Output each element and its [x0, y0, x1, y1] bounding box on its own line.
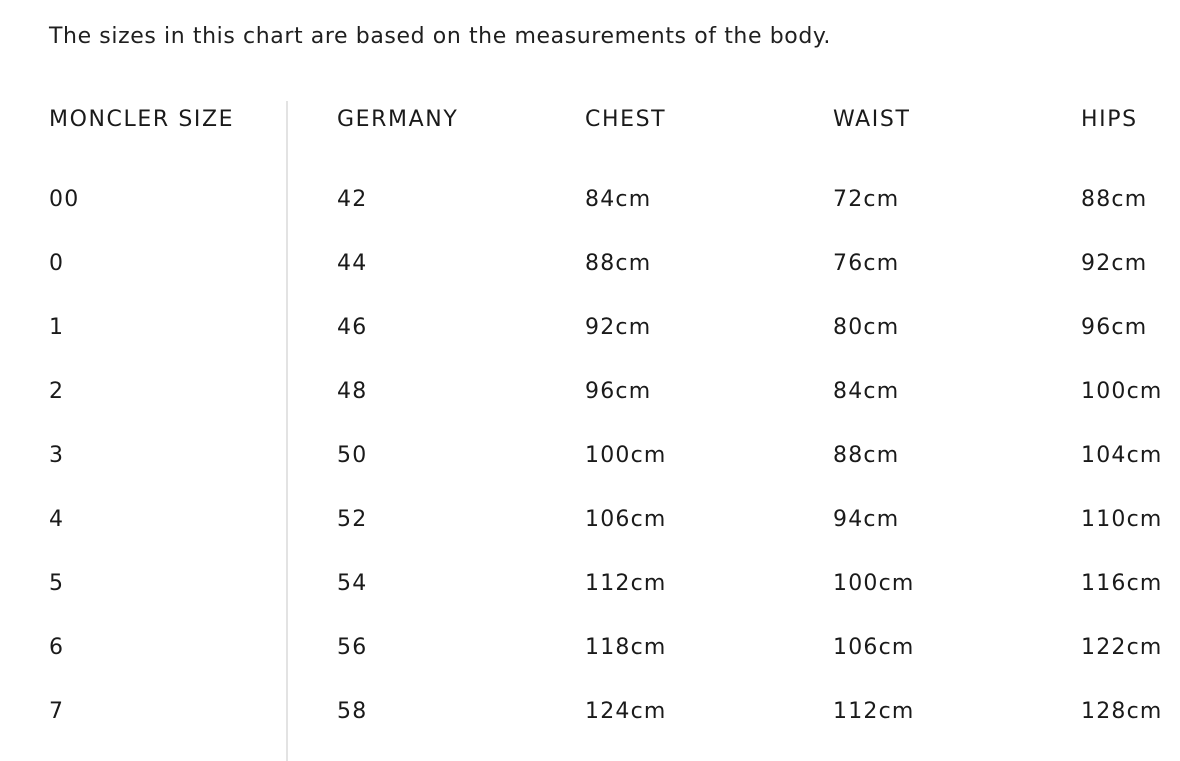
header-germany: GERMANY — [337, 107, 459, 132]
table-row — [49, 308, 1180, 348]
cell-moncler-size: 1 — [49, 315, 65, 340]
table-row — [49, 692, 1180, 732]
cell-hips: 100cm — [1081, 379, 1163, 404]
cell-waist: 84cm — [833, 379, 900, 404]
cell-waist: 72cm — [833, 187, 900, 212]
header-chest: CHEST — [585, 107, 667, 132]
table-row — [49, 564, 1180, 604]
cell-hips: 104cm — [1081, 443, 1163, 468]
table-row — [49, 436, 1180, 476]
cell-moncler-size: 3 — [49, 443, 65, 468]
cell-waist: 94cm — [833, 507, 900, 532]
cell-chest: 106cm — [585, 507, 667, 532]
cell-germany: 52 — [337, 507, 368, 532]
cell-chest: 84cm — [585, 187, 652, 212]
header-waist: WAIST — [833, 107, 911, 132]
cell-germany: 58 — [337, 699, 368, 724]
cell-moncler-size: 5 — [49, 571, 65, 596]
table-header-row — [49, 100, 1180, 140]
cell-moncler-size: 4 — [49, 507, 65, 532]
cell-hips: 92cm — [1081, 251, 1148, 276]
cell-chest: 88cm — [585, 251, 652, 276]
cell-hips: 128cm — [1081, 699, 1163, 724]
cell-chest: 100cm — [585, 443, 667, 468]
table-row — [49, 244, 1180, 284]
cell-waist: 112cm — [833, 699, 915, 724]
table-row — [49, 372, 1180, 412]
cell-germany: 42 — [337, 187, 368, 212]
cell-waist: 88cm — [833, 443, 900, 468]
cell-hips: 88cm — [1081, 187, 1148, 212]
table-row — [49, 628, 1180, 668]
cell-germany: 44 — [337, 251, 368, 276]
cell-moncler-size: 6 — [49, 635, 65, 660]
size-chart-table — [49, 100, 1180, 752]
size-chart-description: The sizes in this chart are based on the measurements of the body. — [49, 24, 831, 49]
cell-chest: 112cm — [585, 571, 667, 596]
header-hips: HIPS — [1081, 107, 1138, 132]
cell-hips: 122cm — [1081, 635, 1163, 660]
cell-moncler-size: 0 — [49, 251, 65, 276]
cell-chest: 118cm — [585, 635, 667, 660]
cell-hips: 96cm — [1081, 315, 1148, 340]
table-row — [49, 500, 1180, 540]
cell-germany: 56 — [337, 635, 368, 660]
cell-chest: 96cm — [585, 379, 652, 404]
cell-germany: 46 — [337, 315, 368, 340]
cell-germany: 48 — [337, 379, 368, 404]
cell-waist: 106cm — [833, 635, 915, 660]
header-moncler-size: MONCLER SIZE — [49, 107, 235, 132]
table-row — [49, 180, 1180, 220]
cell-chest: 92cm — [585, 315, 652, 340]
cell-hips: 110cm — [1081, 507, 1163, 532]
cell-moncler-size: 7 — [49, 699, 65, 724]
cell-waist: 100cm — [833, 571, 915, 596]
cell-chest: 124cm — [585, 699, 667, 724]
cell-hips: 116cm — [1081, 571, 1163, 596]
cell-moncler-size: 00 — [49, 187, 80, 212]
cell-germany: 50 — [337, 443, 368, 468]
cell-waist: 76cm — [833, 251, 900, 276]
cell-waist: 80cm — [833, 315, 900, 340]
cell-moncler-size: 2 — [49, 379, 65, 404]
cell-germany: 54 — [337, 571, 368, 596]
